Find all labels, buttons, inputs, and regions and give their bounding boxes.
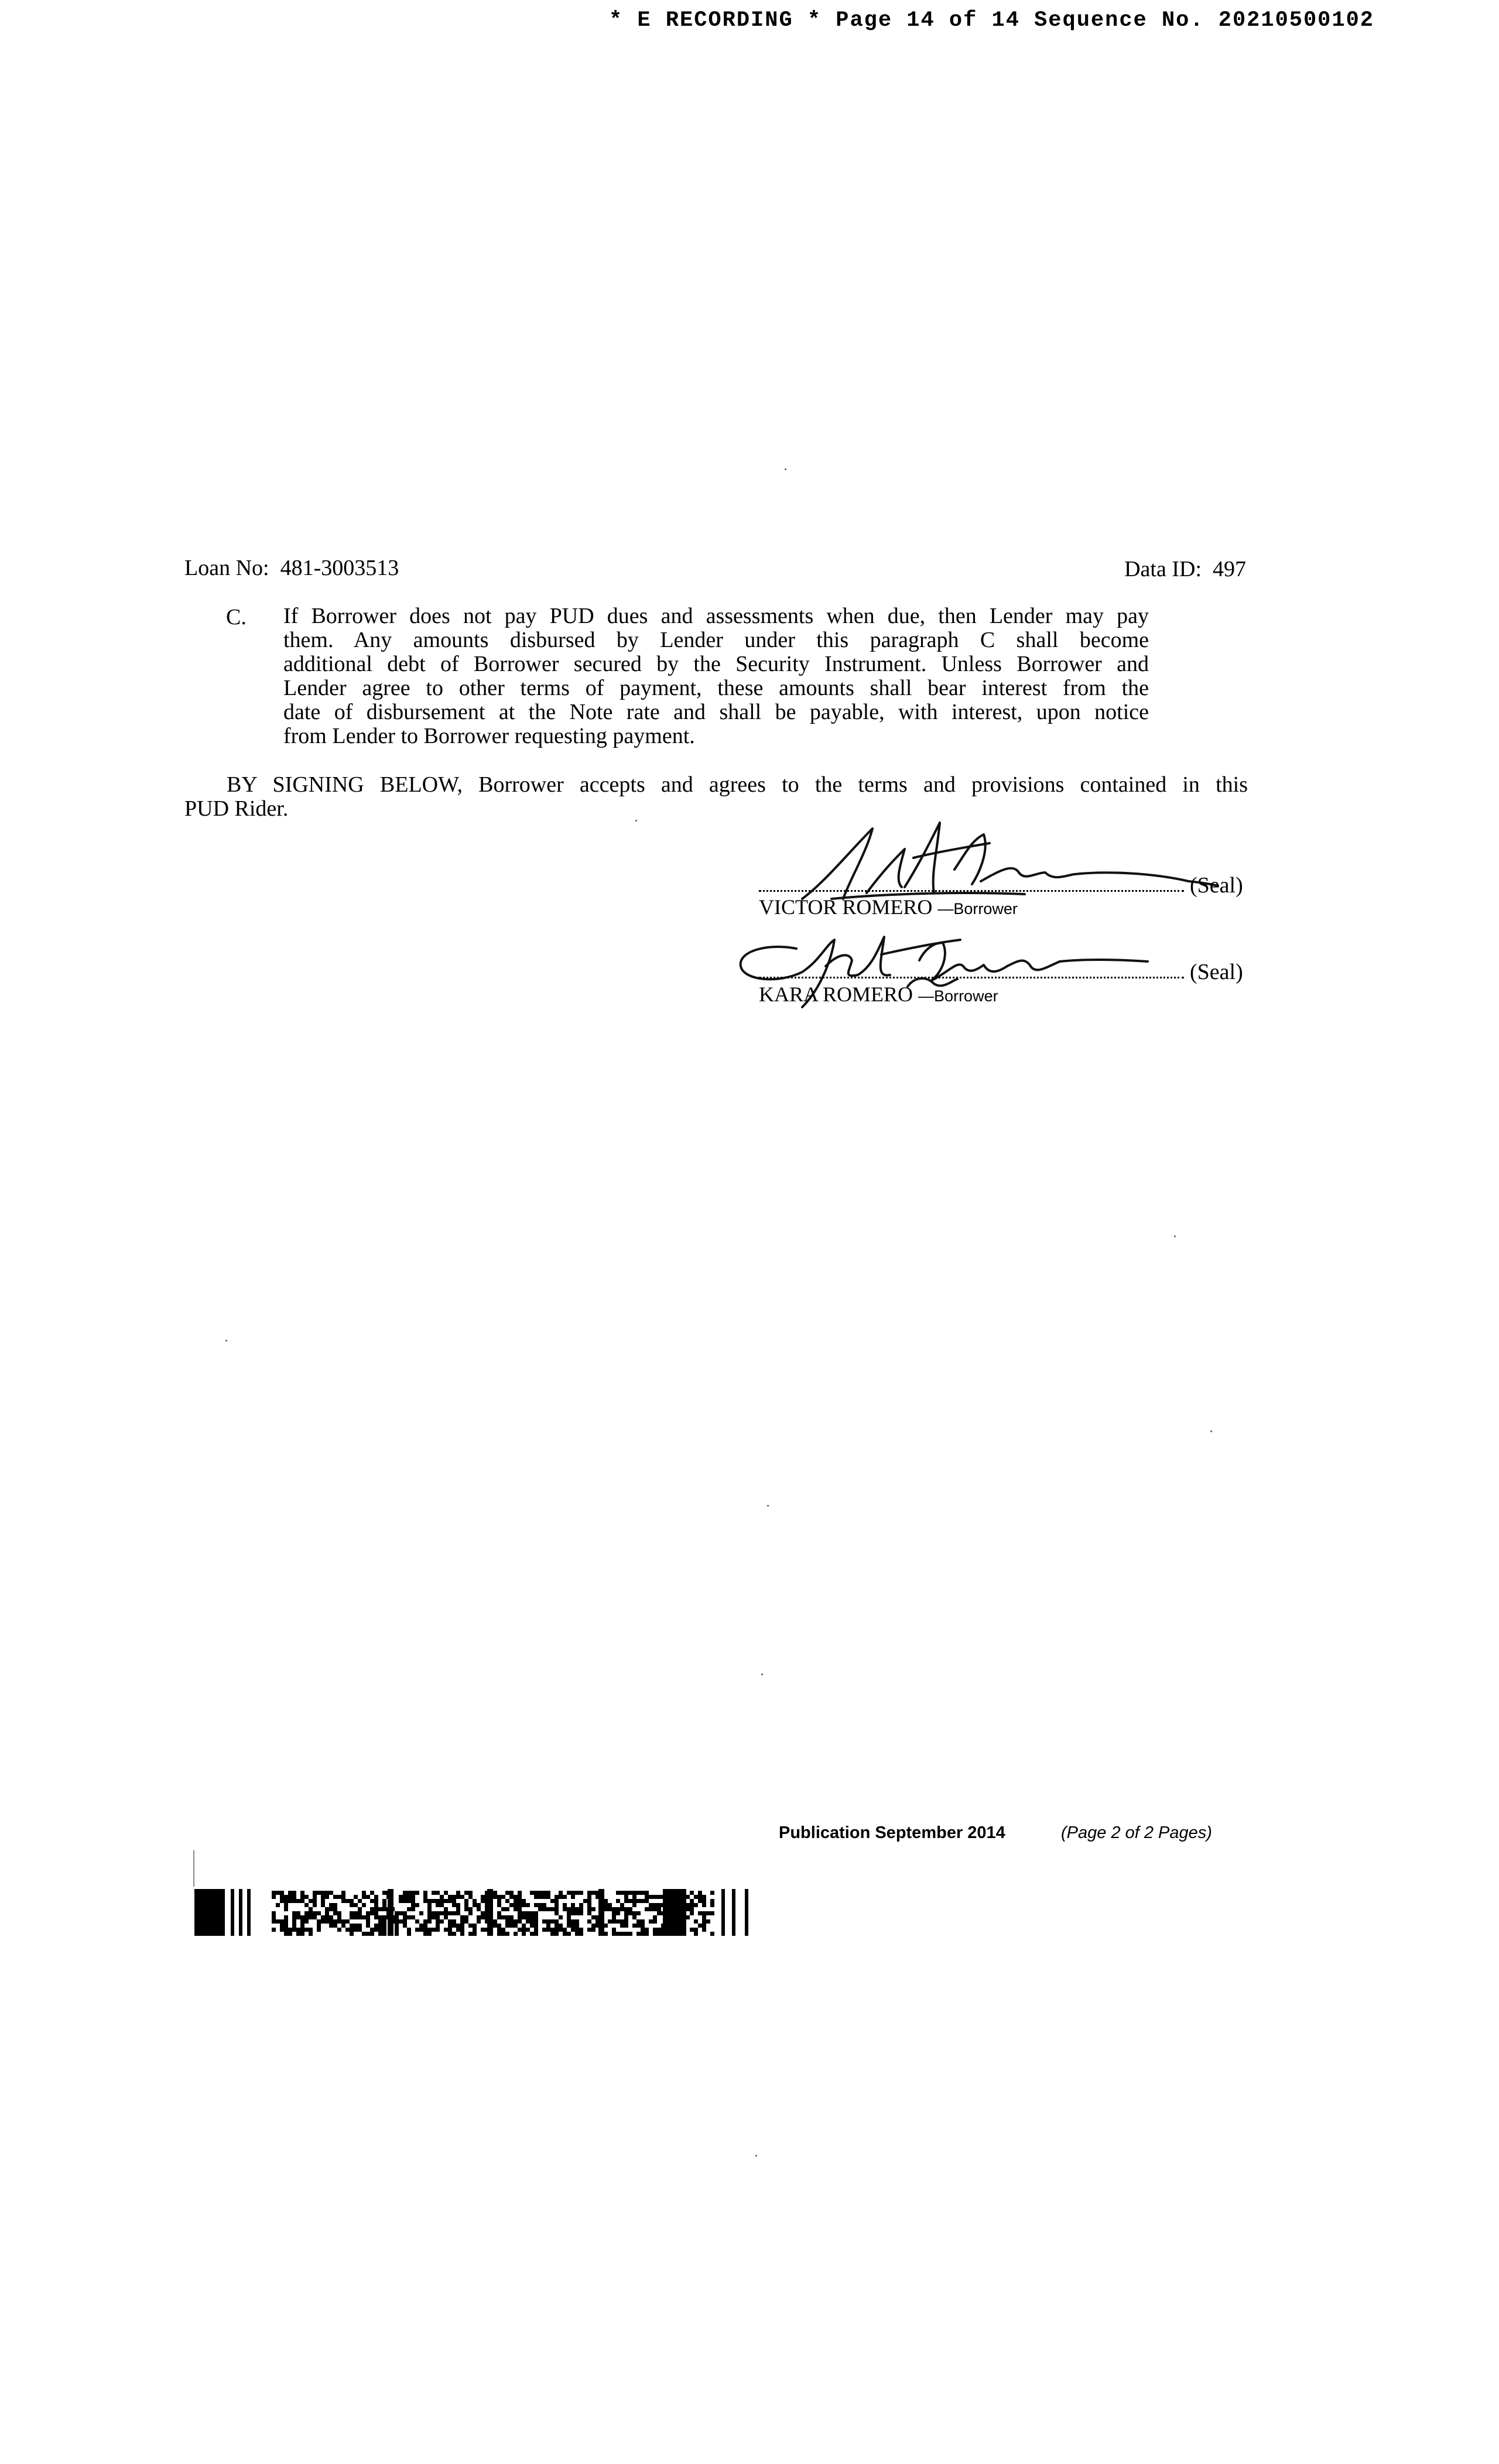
data-id-label: Data ID:: [1124, 557, 1202, 581]
signer-role: —Borrower: [937, 900, 1018, 918]
page-count: (Page 2 of 2 Pages): [1061, 1823, 1212, 1842]
signature-line: [759, 977, 1184, 978]
paragraph-line: Lender agree to other terms of payment, these amounts shall bear interest from the: [283, 676, 1149, 700]
data-id-line: [1124, 556, 1246, 582]
scan-speck: [1174, 1236, 1176, 1237]
data-id-value: 497: [1213, 557, 1246, 581]
seal-label: (Seal): [1190, 873, 1243, 898]
paragraph-letter: C.: [226, 605, 247, 629]
loan-no-value: 481-3003513: [280, 556, 399, 580]
paragraph-line: them. Any amounts disbursed by Lender under this paragraph C shall become: [283, 628, 1149, 652]
statement-line: BY SIGNING BELOW, Borrower accepts and agrees to the terms and provisions contained in this: [227, 772, 1248, 797]
scan-speck: [755, 2155, 757, 2157]
recording-header: * E RECORDING * Page 14 of 14 Sequence No. 20210500102: [609, 8, 1374, 33]
scan-speck: [767, 1505, 769, 1507]
by-signing-statement: [184, 773, 1248, 821]
statement-line: PUD Rider.: [184, 796, 289, 821]
publication-date: Publication September 2014: [779, 1823, 1005, 1842]
loan-no-label: Loan No:: [184, 556, 269, 580]
signer-name-line: [759, 895, 1018, 919]
scan-speck: [1210, 1431, 1212, 1432]
signer-name-line: [759, 982, 998, 1007]
scan-speck: [785, 468, 786, 470]
paragraph-c: [283, 604, 1149, 748]
paragraph-line: If Borrower does not pay PUD dues and assessments when due, then Lender may pay: [283, 604, 1149, 628]
signer-name: KARA ROMERO: [759, 983, 913, 1006]
signature-line: [759, 890, 1184, 892]
scan-speck: [225, 1340, 227, 1341]
signer-name: VICTOR ROMERO: [759, 895, 933, 919]
seal-label: (Seal): [1190, 960, 1243, 984]
loan-number-line: [184, 555, 399, 581]
scan-mark: [193, 1850, 194, 1887]
paragraph-line: additional debt of Borrower secured by the Security Instrument. Unless Borrower and: [283, 652, 1149, 676]
paragraph-line: from Lender to Borrower requesting payment.: [283, 724, 695, 748]
scan-speck: [761, 1674, 763, 1675]
signer-role: —Borrower: [918, 987, 998, 1005]
scan-speck: [635, 820, 637, 822]
barcode-icon: [194, 1889, 758, 1936]
paragraph-line: date of disbursement at the Note rate and shall be payable, with interest, upon notice: [283, 700, 1149, 724]
